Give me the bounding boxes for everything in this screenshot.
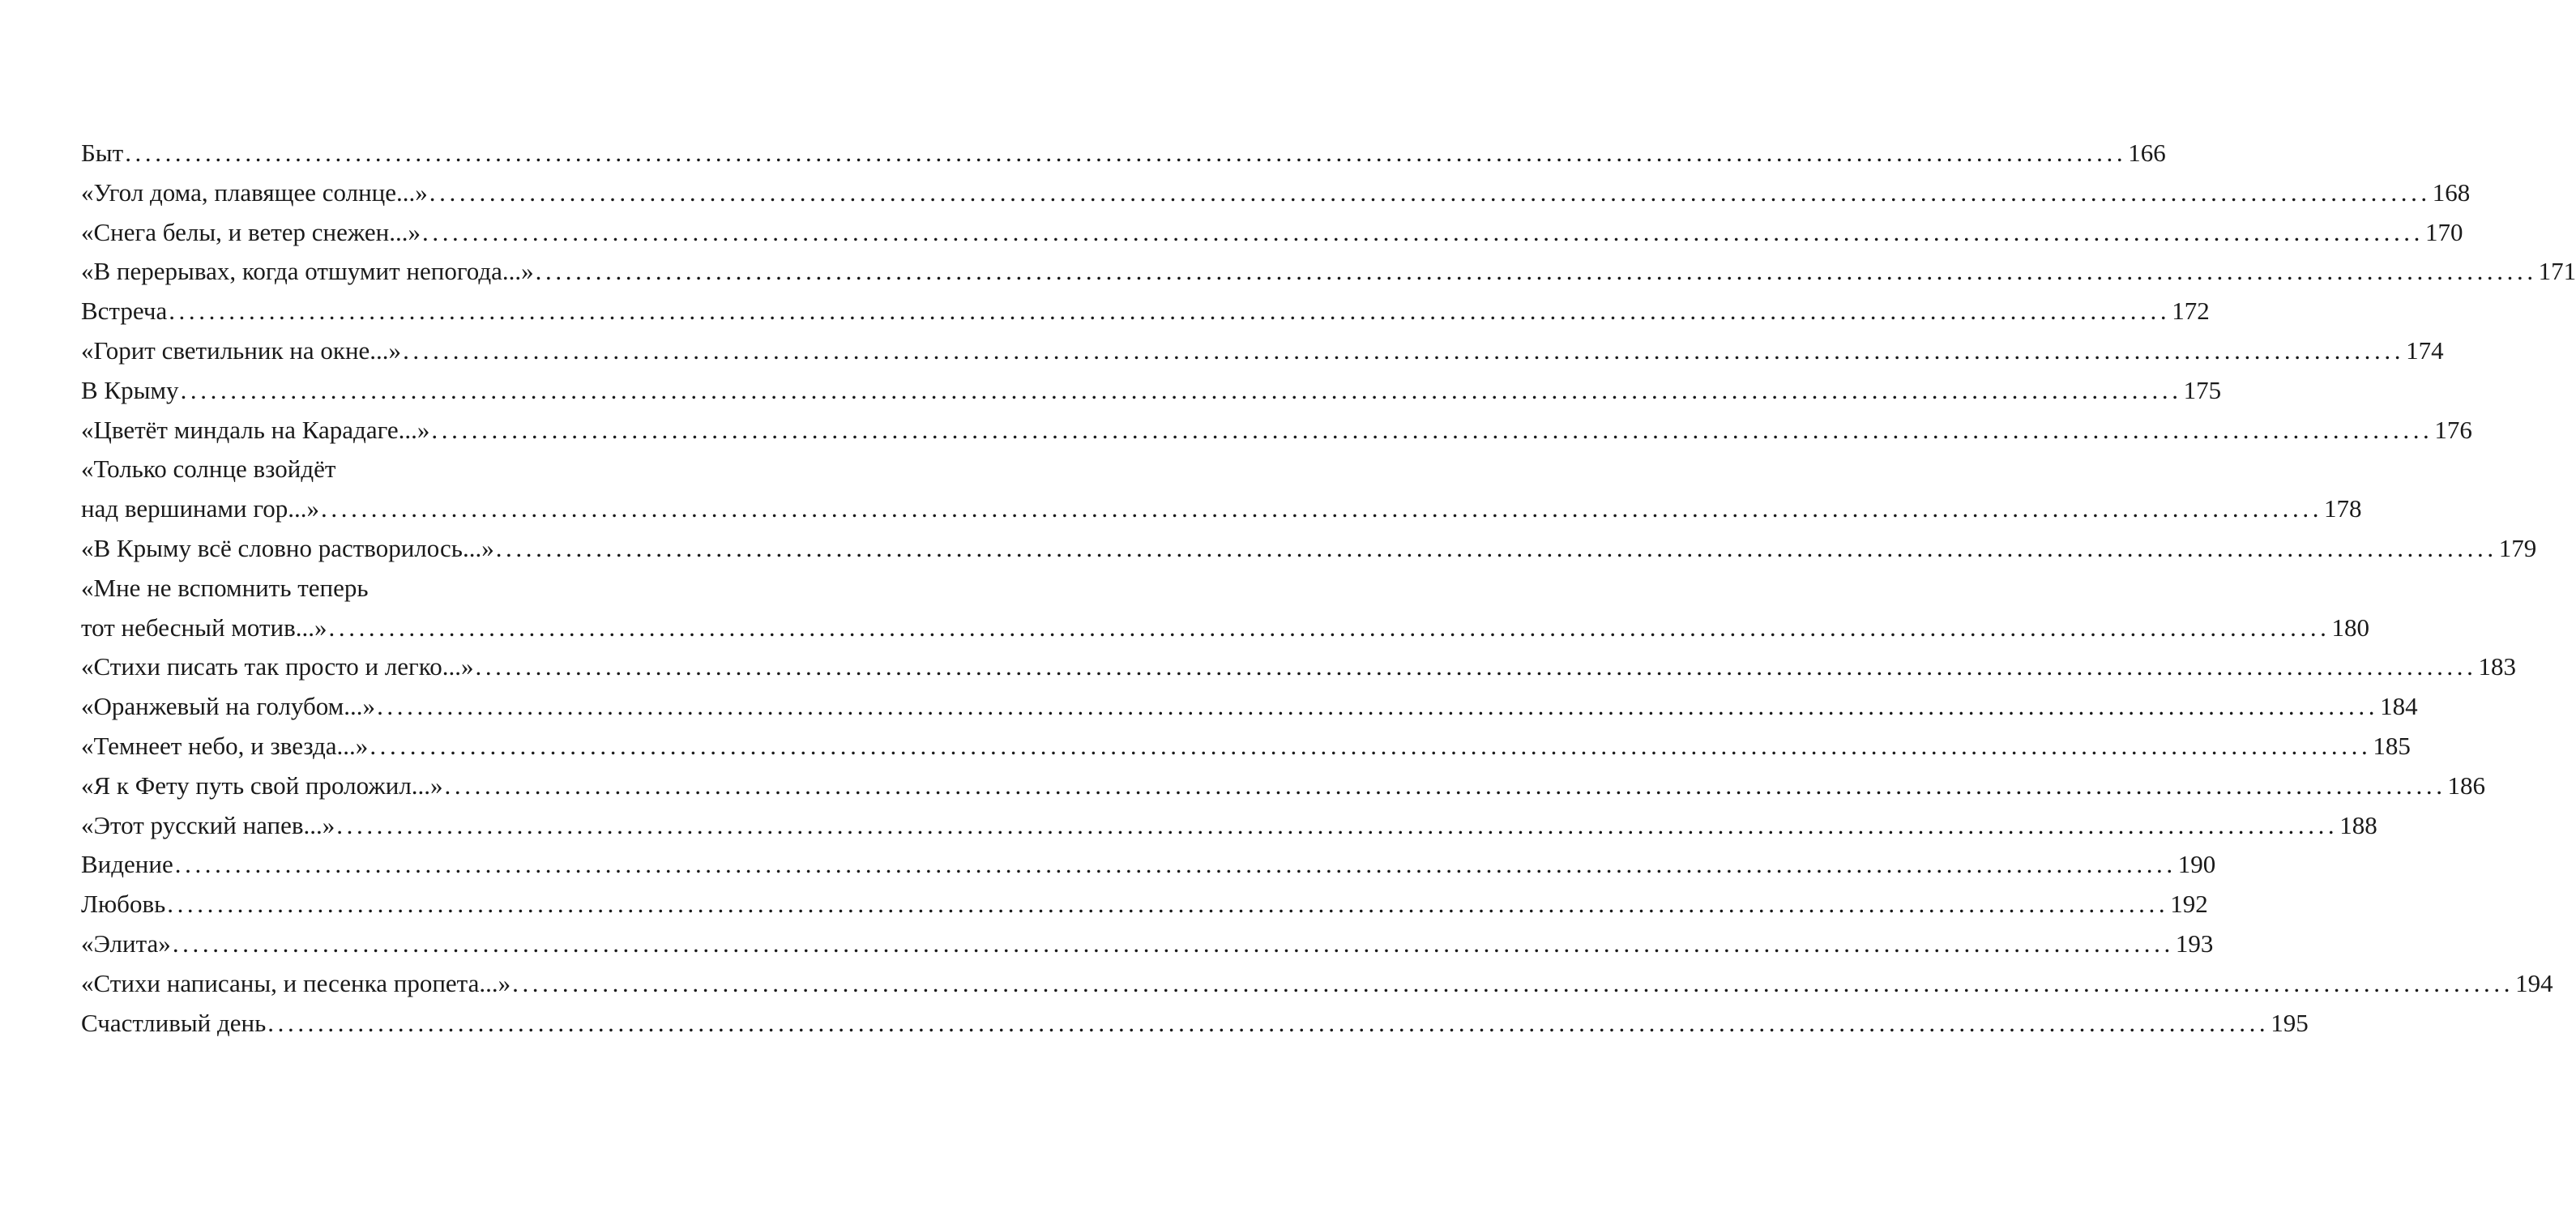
toc-entry bbox=[81, 687, 2418, 727]
dot-leader: ........................................................................................................................................................................................................ bbox=[495, 533, 2497, 562]
toc-entry-row bbox=[81, 608, 2370, 648]
toc-entry bbox=[81, 885, 2208, 924]
toc-entry-page-number: 176 bbox=[2434, 415, 2472, 444]
dot-leader: ........................................................................................................................................................................................................ bbox=[444, 770, 2446, 800]
toc-entry bbox=[81, 450, 2362, 529]
toc-entry-page-number: 179 bbox=[2498, 533, 2537, 562]
toc-entry-row bbox=[81, 727, 2411, 766]
toc-entry bbox=[81, 924, 2214, 964]
dot-leader: ........................................................................................................................................................................................................ bbox=[125, 139, 2127, 167]
toc-entry bbox=[81, 331, 2444, 371]
dot-leader: ........................................................................................................................................................................................................ bbox=[267, 1008, 2270, 1037]
toc-entry-page-number: 172 bbox=[2172, 297, 2210, 326]
toc-entry bbox=[81, 647, 2516, 687]
toc-entry bbox=[81, 964, 2553, 1004]
toc-entry-row bbox=[81, 1004, 2309, 1044]
toc-entry bbox=[81, 173, 2471, 213]
toc-entry bbox=[81, 806, 2377, 846]
toc-entry-title: «Темнеет небо, и звезда...» bbox=[81, 731, 369, 760]
toc-entry bbox=[81, 371, 2222, 411]
toc-entry-page-number: 178 bbox=[2324, 494, 2362, 523]
toc-entry-row bbox=[81, 411, 2472, 450]
toc-entry-title: «Элита» bbox=[81, 928, 171, 958]
toc-entry-row bbox=[81, 647, 2516, 687]
toc-entry-row bbox=[81, 252, 2576, 292]
toc-entry-title: Счастливый день bbox=[81, 1008, 267, 1037]
toc-entry-row bbox=[81, 687, 2418, 727]
toc-entry bbox=[81, 292, 2210, 331]
toc-entry-row bbox=[81, 529, 2537, 569]
dot-leader: ........................................................................................................................................................................................................ bbox=[180, 375, 2182, 404]
toc-entry-title: В Крыму bbox=[81, 375, 179, 404]
dot-leader: ........................................................................................................................................................................................................ bbox=[169, 297, 2171, 326]
toc-entry-page-number: 195 bbox=[2271, 1008, 2309, 1037]
toc-entry bbox=[81, 766, 2486, 806]
toc-entry-title: Любовь bbox=[81, 890, 166, 919]
toc-entry-row bbox=[81, 213, 2463, 253]
toc-entry-page-number: 171 bbox=[2538, 257, 2576, 286]
toc-entry-title: над вершинами гор...» bbox=[81, 494, 320, 523]
dot-leader: ........................................................................................................................................................................................................ bbox=[172, 928, 2174, 958]
toc-entry-page-number: 186 bbox=[2447, 770, 2486, 800]
toc-entry bbox=[81, 569, 2370, 648]
dot-leader: ........................................................................................................................................................................................................ bbox=[512, 968, 2514, 997]
toc-entry-row bbox=[81, 489, 2362, 529]
toc-entry-row bbox=[81, 964, 2553, 1004]
toc-entry-title: «Стихи написаны, и песенка пропета...» bbox=[81, 968, 511, 997]
toc-entry-row bbox=[81, 766, 2486, 806]
dot-leader: ........................................................................................................................................................................................................ bbox=[336, 810, 2339, 839]
dot-leader: ........................................................................................................................................................................................................ bbox=[403, 335, 2405, 365]
toc-entry-title: тот небесный мотив...» bbox=[81, 613, 327, 642]
toc-entry-title: «В Крыму всё словно растворилось...» bbox=[81, 533, 494, 562]
toc-entry-page-number: 174 bbox=[2406, 335, 2444, 365]
toc-entry-page-number: 168 bbox=[2432, 177, 2471, 207]
toc-entry-page-number: 170 bbox=[2425, 217, 2463, 246]
toc-entry-page-number: 185 bbox=[2373, 731, 2411, 760]
dot-leader: ........................................................................................................................................................................................................ bbox=[422, 217, 2424, 246]
toc-entry-page-number: 166 bbox=[2128, 139, 2166, 167]
toc-entry-title: «Цветёт миндаль на Карадаге...» bbox=[81, 415, 430, 444]
table-of-contents bbox=[81, 134, 2576, 1043]
toc-entry-page-number: 188 bbox=[2339, 810, 2377, 839]
toc-entry-page-number: 193 bbox=[2175, 928, 2214, 958]
toc-entry-row bbox=[81, 292, 2210, 331]
toc-entry-title: Быт bbox=[81, 139, 124, 167]
toc-entry-page-number: 180 bbox=[2331, 613, 2370, 642]
toc-entry-page-number: 194 bbox=[2515, 968, 2553, 997]
toc-entry bbox=[81, 1004, 2309, 1044]
toc-entry-title: «Я к Фету путь свой проложил...» bbox=[81, 770, 443, 800]
toc-entry-title: Встреча bbox=[81, 297, 168, 326]
toc-entry bbox=[81, 252, 2576, 292]
dot-leader: ........................................................................................................................................................................................................ bbox=[377, 692, 2379, 721]
toc-entry-title: «Мне не вспомнить теперь bbox=[81, 573, 369, 602]
toc-entry-page-number: 175 bbox=[2183, 375, 2222, 404]
toc-entry-row bbox=[81, 924, 2214, 964]
toc-entry bbox=[81, 411, 2472, 450]
toc-entry-row bbox=[81, 885, 2208, 924]
toc-entry-row bbox=[81, 806, 2377, 846]
toc-entry-row bbox=[81, 371, 2222, 411]
dot-leader: ........................................................................................................................................................................................................ bbox=[429, 177, 2431, 207]
toc-entry-title: «Угол дома, плавящее солнце...» bbox=[81, 177, 428, 207]
toc-entry-row bbox=[81, 134, 2166, 173]
toc-entry-title: «Оранжевый на голубом...» bbox=[81, 692, 376, 721]
toc-entry-title: «Горит светильник на окне...» bbox=[81, 335, 402, 365]
dot-leader: ........................................................................................................................................................................................................ bbox=[167, 890, 2169, 919]
toc-entry-title: «В перерывах, когда отшумит непогода...» bbox=[81, 257, 534, 286]
toc-entry-page-number: 183 bbox=[2478, 652, 2516, 681]
toc-entry-row bbox=[81, 173, 2471, 213]
toc-entry bbox=[81, 845, 2216, 885]
dot-leader: ........................................................................................................................................................................................................ bbox=[370, 731, 2372, 760]
dot-leader: ........................................................................................................................................................................................................ bbox=[431, 415, 2433, 444]
toc-entry-title: «Стихи писать так просто и легко...» bbox=[81, 652, 474, 681]
dot-leader: ........................................................................................................................................................................................................ bbox=[475, 652, 2477, 681]
toc-entry-title: «Только солнце взойдёт bbox=[81, 455, 336, 484]
toc-entry-page-number: 192 bbox=[2170, 890, 2208, 919]
toc-entry bbox=[81, 134, 2166, 173]
toc-entry bbox=[81, 529, 2537, 569]
toc-entry bbox=[81, 213, 2463, 253]
dot-leader: ........................................................................................................................................................................................................ bbox=[328, 613, 2330, 642]
dot-leader: ........................................................................................................................................................................................................ bbox=[321, 494, 2323, 523]
toc-entry-page-number: 190 bbox=[2177, 850, 2216, 879]
dot-leader: ........................................................................................................................................................................................................ bbox=[535, 257, 2537, 286]
toc-entry-title: «Снега белы, и ветер снежен...» bbox=[81, 217, 421, 246]
toc-entry-row bbox=[81, 331, 2444, 371]
toc-entry-row bbox=[81, 845, 2216, 885]
dot-leader: ........................................................................................................................................................................................................ bbox=[174, 850, 2177, 879]
toc-entry-title: Видение bbox=[81, 850, 173, 879]
toc-entry-title: «Этот русский напев...» bbox=[81, 810, 335, 839]
toc-entry-page-number: 184 bbox=[2380, 692, 2418, 721]
toc-entry bbox=[81, 727, 2411, 766]
